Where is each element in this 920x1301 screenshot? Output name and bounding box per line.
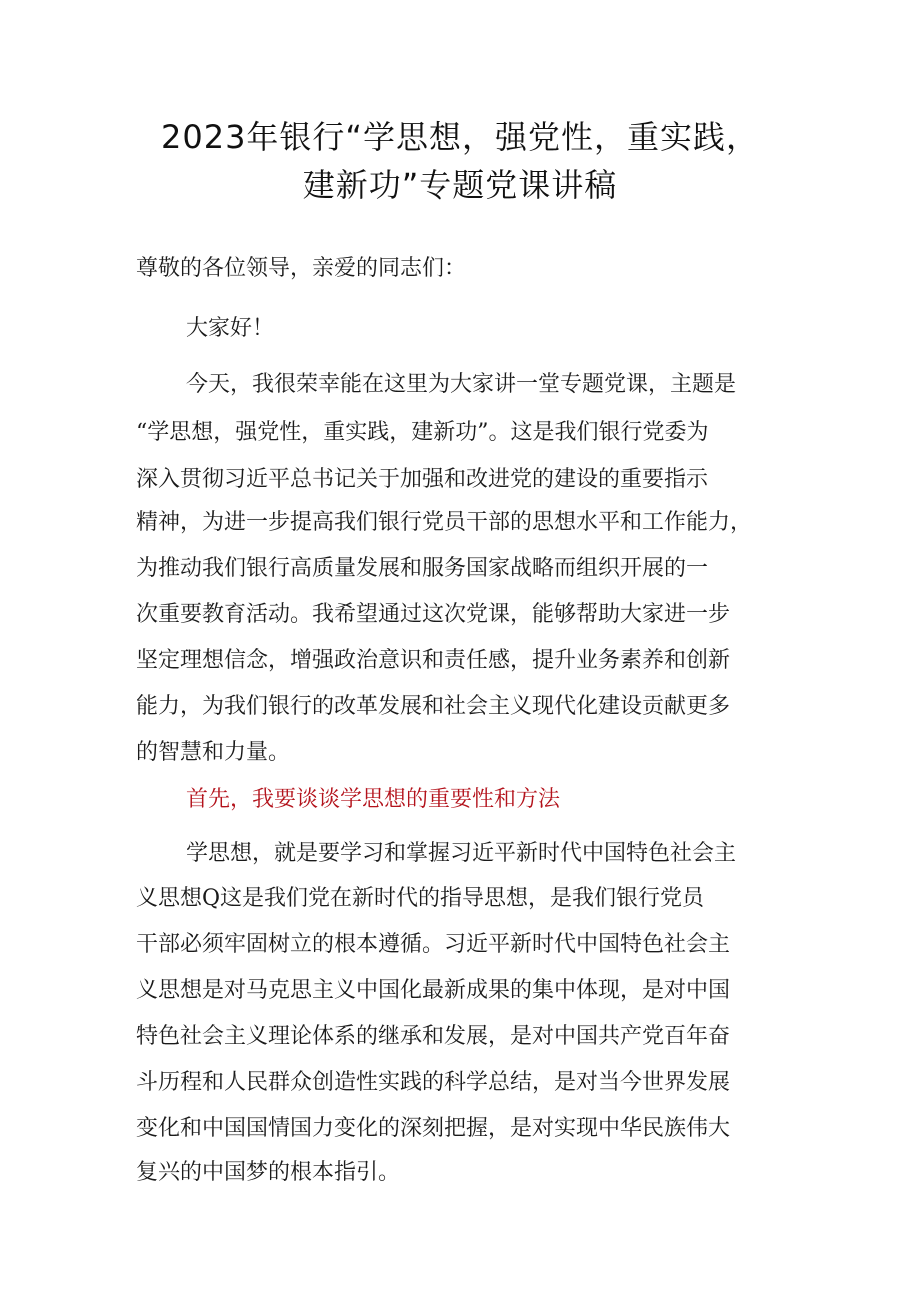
intro-line: 深入贯彻习近平总书记关于加强和改进党的建设的重要指示 (136, 467, 709, 492)
section-line: 干部必须牢固树立的根本遵循。习近平新时代中国特色社会主 (136, 932, 731, 957)
section-line: 学思想，就是要学习和掌握习近平新时代中国特色社会主 (186, 841, 737, 866)
document-title-line-1: 2023年银行“学思想，强党性，重实践， (160, 118, 760, 156)
greeting: 大家好！ (186, 316, 275, 341)
intro-line: 次重要教育活动。我希望通过这次党课，能够帮助大家进一步 (136, 602, 731, 627)
section-heading: 首先，我要谈谈学思想的重要性和方法 (186, 787, 561, 812)
section-line: 义思想Q这是我们党在新时代的指导思想，是我们银行党员 (136, 886, 705, 911)
intro-line: 的智慧和力量。 (136, 740, 291, 765)
salutation: 尊敬的各位领导，亲爱的同志们： (136, 256, 467, 281)
intro-line: 能力，为我们银行的改革发展和社会主义现代化建设贡献更多 (136, 694, 731, 719)
section-line: 斗历程和人民群众创造性实践的科学总结，是对当今世界发展 (136, 1070, 731, 1095)
intro-line: 精神，为进一步提高我们银行党员干部的思想水平和工作能力， (136, 510, 753, 535)
intro-line: 坚定理想信念，增强政治意识和责任感，提升业务素养和创新 (136, 648, 731, 673)
intro-line: 今天，我很荣幸能在这里为大家讲一堂专题党课，主题是 (186, 372, 737, 397)
section-line: 复兴的中国梦的根本指引。 (136, 1160, 401, 1185)
intro-line: “学思想，强党性，重实践，建新功”。这是我们银行党委为 (136, 420, 709, 445)
section-line: 变化和中国国情国力变化的深刻把握，是对实现中华民族伟大 (136, 1116, 731, 1141)
document-title-line-2: 建新功”专题党课讲稿 (302, 166, 618, 204)
section-line: 义思想是对马克思主义中国化最新成果的集中体现，是对中国 (136, 978, 731, 1003)
section-line: 特色社会主义理论体系的继承和发展，是对中国共产党百年奋 (136, 1024, 731, 1049)
intro-line: 为推动我们银行高质量发展和服务国家战略而组织开展的一 (136, 556, 709, 581)
